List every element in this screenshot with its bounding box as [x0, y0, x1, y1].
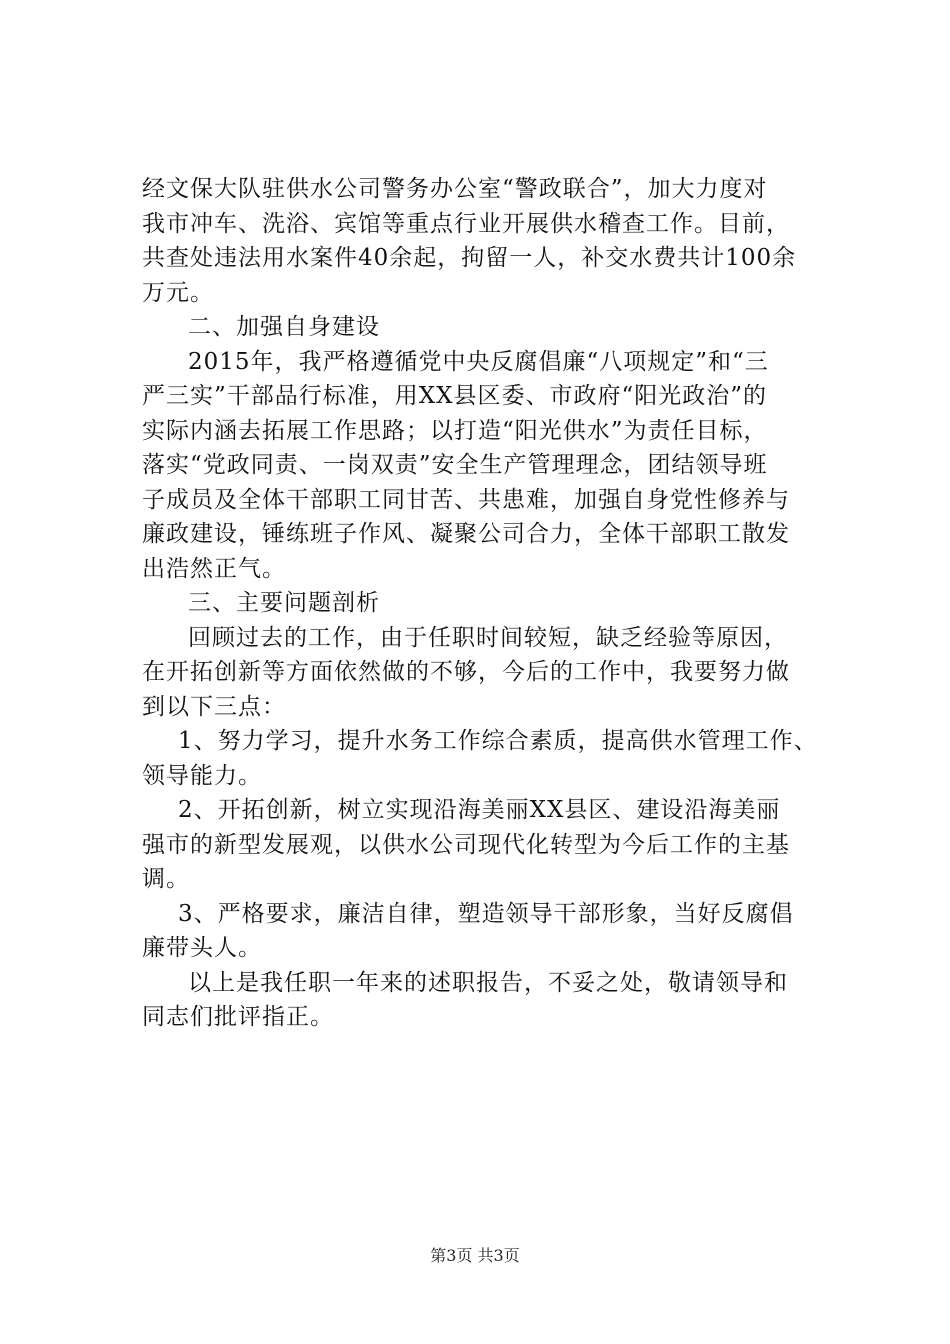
- section-heading: 二、加强自身建设: [188, 314, 380, 340]
- text-line: 回顾过去的工作，由于任职时间较短，缺乏经验等原因，: [188, 624, 788, 651]
- text-line: 万元。: [142, 279, 214, 306]
- text-line: 经文保大队驻供水公司警务办公室“警政联合”，加大力度对: [142, 176, 768, 202]
- text-line: 到以下三点：: [142, 693, 286, 720]
- list-item: 2、开拓创新，树立实现沿海美丽XX县区、建设沿海美丽: [178, 797, 781, 823]
- text-line: 共查处违法用水案件40余起，拘留一人，补交水费共计100余: [142, 245, 797, 271]
- text-line: 我市冲车、洗浴、宾馆等重点行业开展供水稽查工作。目前，: [142, 210, 790, 237]
- text-line: 出浩然正气。: [142, 555, 286, 582]
- document-body: [142, 172, 842, 1035]
- text-line: 廉带头人。: [142, 935, 262, 961]
- text-line: 廉政建设，锤练班子作风、凝聚公司合力，全体干部职工散发: [142, 521, 790, 547]
- text-line: 落实“党政同责、一岗双责”安全生产管理理念，团结领导班: [142, 452, 768, 478]
- section-heading: 三、主要问题剖析: [188, 590, 380, 616]
- text-line: 实际内涵去拓展工作思路；以打造“阳光供水”为责任目标，: [142, 417, 768, 444]
- text-line: 2015年，我严格遵循党中央反腐倡廉“八项规定”和“三: [188, 348, 769, 375]
- text-line: 强市的新型发展观，以供水公司现代化转型为今后工作的主基: [142, 831, 790, 858]
- page-number: 第3页 共3页: [430, 1246, 520, 1265]
- text-line: 严三实”干部品行标准，用XX县区委、市政府“阳光政治”的: [142, 383, 768, 409]
- list-item: 3、严格要求，廉洁自律，塑造领导干部形象，当好反腐倡: [178, 900, 794, 927]
- text-line: 同志们批评指正。: [142, 1004, 334, 1030]
- list-item: 1、努力学习，提升水务工作综合素质，提高供水管理工作、: [178, 728, 818, 754]
- text-line: 子成员及全体干部职工同甘苦、共患难，加强自身党性修养与: [142, 486, 790, 513]
- text-line: 领导能力。: [142, 762, 262, 789]
- text-line: 以上是我任职一年来的述职报告，不妥之处，敬请领导和: [188, 969, 788, 996]
- text-line: 在开拓创新等方面依然做的不够，今后的工作中，我要努力做: [142, 659, 790, 685]
- text-line: 调。: [142, 866, 190, 892]
